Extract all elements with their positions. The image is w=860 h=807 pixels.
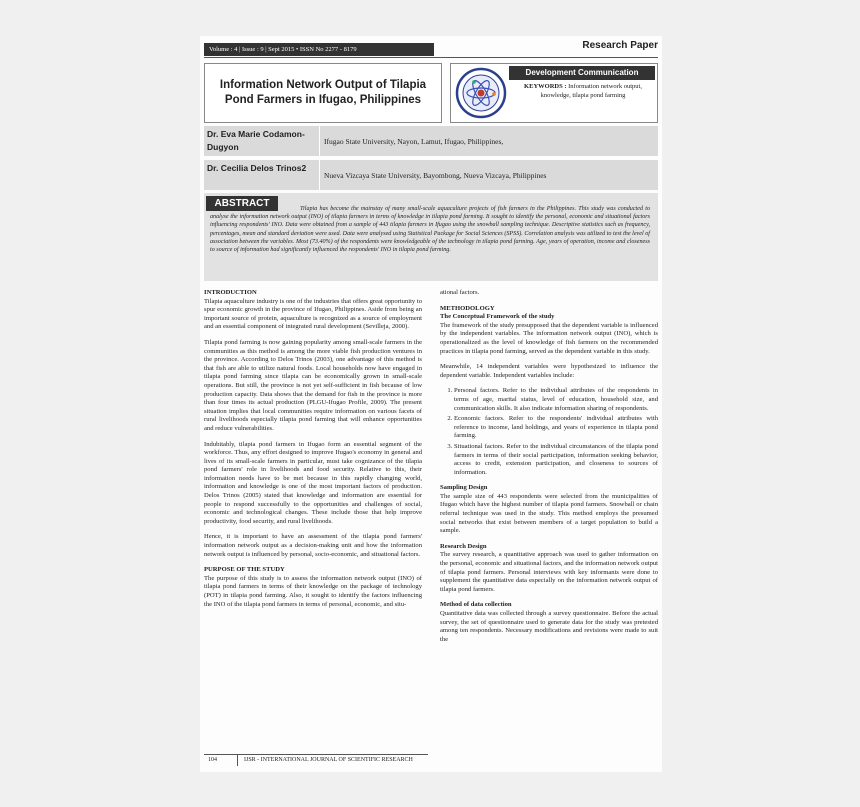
abstract-label: ABSTRACT: [206, 196, 278, 211]
category-box: [450, 63, 658, 123]
abstract-text: Tilapia has become the mainstay of many small-scale aquaculture projects of fish farmers in the Philippines. This study was conducted to analyse the information network output (INO) of tilapia farmers in terms of knowledge in tilapia pond farming. It sought to identify the personal, economic and situational factors influencing respondents' INO. Data were obtained from a sample of 443 tilapia farmers in Ifugao using the snowball sampling technique. Descriptive statistics such as frequency, percentages, mean and standard deviation were used. Data were analysed using Statistical Package for Social Sciences (SPSS). Correlation analysis was utilized to test the level of association between the variables. Most (73.40%) of the respondents were knowledgeable of the technology in tilapia pond farming. Age, years of operation, income and closeness to source of information had significantly influenced the respondents' INO in tilapia pond farming.: [210, 206, 650, 254]
right-column: [440, 289, 658, 651]
list-item: 3. Situational factors. Refer to the individual circumstances of the tilapia pond farmers in terms of their social participation, information seeking behavior, access to credit, extension participation, and closeness to sources of information.: [454, 443, 658, 477]
subsection-heading: Method of data collection: [440, 601, 512, 609]
page-number: 104: [204, 755, 238, 766]
abstract-box: [204, 193, 658, 281]
keywords-label: KEYWORDS :: [524, 83, 567, 90]
author-name: Dr. Eva Marie Codamon-Dugyon: [207, 129, 305, 152]
author-row-1: [204, 126, 658, 156]
factor-list: [440, 387, 658, 477]
author-divider: [319, 160, 320, 190]
paragraph: Meanwhile, 14 independent variables were hypothesized to influence the dependent variable. Independent variables include:: [440, 363, 658, 379]
paragraph: Indubitably, tilapia pond farmers in Ifugao form an essential segment of the workforce. Thus, any effort designed to improve Ifugao's economy in general and lives of its small-scale farmers in particular, must take cognizance of the tilapia pond farmers' role in livelihoods and food security. Relative to this, their information needs have to be met because in this rapidly changing world, information and knowledge is one of the most important factors of production. Delos Trinos (2005) stated that knowledge and information are essential for people to respond successfully to the opportunities and challenges of social, economic and technological changes. These include those that help improve productivity, food security, and rural livelihoods.: [204, 440, 422, 525]
paragraph: The framework of the study presupposed that the dependent variable is influenced by the independent variables. The information network output (INO), which is operationalized as the level of knowledge of fish farmers on the recommended practices in tilapia pond farming, served as the dependent variable in this study.: [440, 321, 658, 355]
paragraph: Hence, it is important to have an assessment of the tilapia pond farmers' information network output as a decision-making unit and how the information network output is influenced by personal, socio-economic, and situational factors.: [204, 533, 422, 558]
paragraph: The purpose of this study is to assess the information network output (INO) of tilapia pond farmers in terms of their knowledge on the package of technology (POT) in tilapia pond farming. Also, it sought to identify the factors influencing the INO of the tilapia pond farmers in terms of personal, economic, and situ-: [204, 574, 422, 608]
author-row-2: [204, 160, 658, 190]
paragraph: The sample size of 443 respondents were selected from the municipalities of Ifugao which have the highest number of tilapia pond farmers. Snowball or chain referral technique was used in the study. This method employs the presumed social networks that exist between members of a target population to build a sample.: [440, 492, 658, 535]
paragraph: Tilapia aquaculture industry is one of the industries that offers great opportunity to spur economic growth in the province of Ifugao, Philippines. Aside from being an important source of protein, aquaculture is recognized as a source of employment and an essential component of integrated rural development (Sevilleja, 2000).: [204, 297, 422, 331]
paragraph: Tilapia pond farming is now gaining popularity among small-scale farmers in the communities as this method is among the more viable fish production ventures in the province. According to Delos Trinos (2003), one advantage of this method is that fish are able to utilize natural foods. Local households now have engaged in tilapia pond farming since tilapia can be economically grown in small-scale operations. But still, the province is not yet self-sufficient in fish because of low production capacity. Data shows that the demand for fish in the province is more than four times its actual production (PLGU-Ifugao Profile, 2009). The present situation implies that local communities require information on various facets of rural livelihoods especially tilapia pond farming that will enhance opportunities and reduce vulnerabilities.: [204, 338, 422, 432]
author-affiliation: Ifugao State University, Nayon, Lamut, Ifugao, Philippines,: [324, 136, 504, 146]
paper-title: Information Network Output of Tilapia Pond Farmers in Ifugao, Philippines: [204, 63, 442, 123]
author-name: Dr. Cecilia Delos Trinos2: [207, 163, 307, 173]
paragraph: Quantitative data was collected through a survey questionnaire. Before the actual survey, the set of questionnaire used to generate data for the study was pretested among ten respondents. Necessary modifications and revisions were made to suit the: [440, 610, 658, 643]
section-heading: PURPOSE OF THE STUDY: [204, 566, 285, 574]
category-heading: Development Communication: [509, 66, 655, 80]
author-divider: [319, 126, 320, 156]
paragraph: ational factors.: [440, 289, 480, 296]
page-footer: [204, 754, 428, 766]
section-heading: INTRODUCTION: [204, 289, 257, 296]
paper-type-label: Research Paper: [582, 40, 658, 51]
volume-bar: Volume : 4 | Issue : 9 | Sept 2015 • ISSN No 2277 - 8179: [204, 43, 434, 56]
list-item: 1. Personal factors. Refer to the individual attributes of the respondents in terms of age, marital status, level of education, household size, and communication skills. It also indicate information sharing of respondents.: [454, 387, 658, 413]
list-item: 2. Economic factors. Refer to the respondents' individual attributes with reference to income, land holdings, and years of experience in tilapia pond farming.: [454, 415, 658, 441]
keywords: [511, 83, 655, 100]
journal-seal-icon: [455, 67, 507, 119]
author-affiliation: Nueva Vizcaya State University, Bayombong, Nueva Vizcaya, Philippines: [324, 170, 547, 180]
paper-page: [200, 36, 662, 772]
header-rule: [204, 57, 658, 58]
subsection-heading: Sampling Design: [440, 484, 488, 492]
section-heading: METHODOLOGY: [440, 304, 495, 312]
left-column: [204, 289, 422, 616]
keywords-text: Information network output, knowledge, tilapia pond farming: [540, 83, 642, 99]
subsection-heading: Research Design: [440, 542, 487, 550]
journal-name: IJSR - INTERNATIONAL JOURNAL OF SCIENTIFIC RESEARCH: [244, 757, 413, 763]
subsection-heading: The Conceptual Framework of the study: [440, 313, 555, 321]
paragraph: The survey research, a quantitative approach was used to gather information on the personal, economic and situational factors, and the information network output of tilapia pond farmers. Personal interviews with key informants were done to supplement the quantitative data especially on the information network output of tilapia pond farmers.: [440, 551, 658, 593]
